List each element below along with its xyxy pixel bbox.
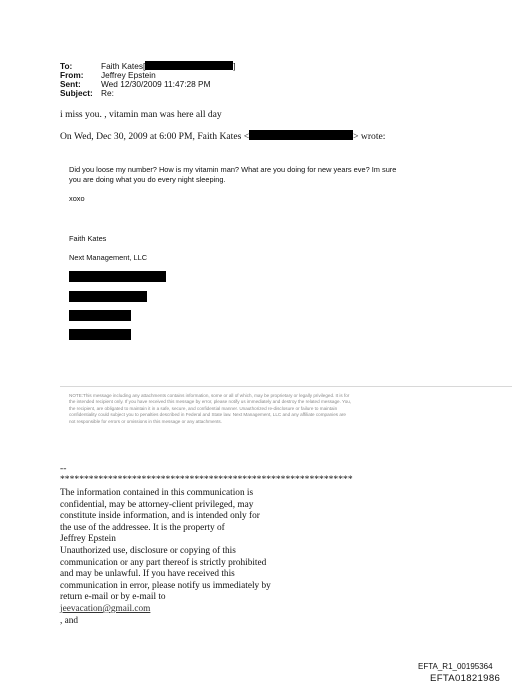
disclaimer-last-line	[60, 592, 271, 627]
redaction-to-email	[145, 61, 236, 71]
quoted-line-2: you are doing what you do every night sleeping.	[69, 175, 226, 184]
disclaimer-line: communication in error, please notify us immediately by	[60, 580, 271, 591]
from-value: Jeffrey Epstein	[101, 70, 156, 80]
confidentiality-notice	[69, 393, 457, 425]
notice-line: not responsible for errors or omissions in this message or any attachments.	[69, 418, 222, 424]
disclaimer-line: the use of the addressee. It is the property of	[60, 522, 225, 533]
disclaimer-line: communication or any part thereof is strictly prohibited	[60, 557, 267, 568]
subject-value: Re:	[101, 88, 114, 98]
notice-line: confidentiality could subject you to penalties described in Federal and State law. Next Management, LLC and any affiliate companies are	[69, 412, 346, 418]
redaction-signature-3	[69, 310, 131, 321]
quoted-line-1: Did you loose my number? How is my vitamin man? What are you doing for new years eve? Im sure	[69, 165, 397, 174]
disclaimer-line: Jeffrey Epstein	[60, 534, 116, 545]
sent-label: Sent:	[60, 79, 81, 89]
subject-label: Subject:	[60, 88, 93, 98]
signature-name: Faith Kates	[69, 234, 107, 243]
last-line-end: , and	[60, 615, 79, 626]
quote-intro-start: On Wed, Dec 30, 2009 at 6:00 PM, Faith Kates <	[60, 131, 250, 142]
notice-line: the recipient, are obligated to maintain it in a safe, secure, and confidential manner. Unauthorized re-disclosure or failure to maintain	[69, 405, 338, 411]
sent-value: Wed 12/30/2009 11:47:28 PM	[101, 79, 211, 89]
quote-intro-end: > wrote:	[353, 131, 386, 142]
disclaimer-line: confidential, may be attorney-client privileged, may	[60, 499, 254, 510]
disclaimer-line: Unauthorized use, disclosure or copying of this	[60, 545, 236, 556]
signature-company: Next Management, LLC	[69, 253, 148, 262]
last-line-start: return e-mail or by e-mail to	[60, 592, 166, 603]
quoted-signoff: xoxo	[69, 194, 85, 203]
dash-separator: --	[60, 463, 67, 474]
quote-intro	[60, 130, 385, 143]
disclaimer-line: constitute inside information, and is intended only for	[60, 511, 260, 522]
divider-line	[60, 386, 512, 387]
redaction-sender-email	[249, 130, 353, 140]
notice-line: NOTE:This message including any attachments contains information, some or all of which, may be proprietary or legally privileged. It is for	[69, 393, 350, 398]
footer-id-2: EFTA01821986	[430, 673, 501, 684]
to-label: To:	[60, 61, 73, 71]
redaction-signature-2	[69, 291, 147, 302]
to-close: ]	[233, 61, 236, 71]
email-link[interactable]: jeevacation@gmail.com	[60, 603, 151, 614]
redaction-signature-4	[69, 329, 131, 340]
footer-id-1: EFTA_R1_00195364	[418, 662, 493, 671]
notice-line: the intended recipient only. If you have received this message by error, please notify us immediately and destroy the related message. You,	[69, 399, 352, 405]
star-separator: *************************************************************	[60, 474, 353, 485]
disclaimer-line: and may be unlawful. If you have received this	[60, 569, 235, 580]
to-name: Faith Kates[	[101, 61, 146, 71]
disclaimer-block	[60, 488, 271, 627]
from-label: From:	[60, 70, 84, 80]
redaction-signature-1	[69, 271, 166, 282]
reply-text: i miss you. , vitamin man was here all day	[60, 109, 222, 120]
disclaimer-line: The information contained in this communication is	[60, 488, 254, 498]
